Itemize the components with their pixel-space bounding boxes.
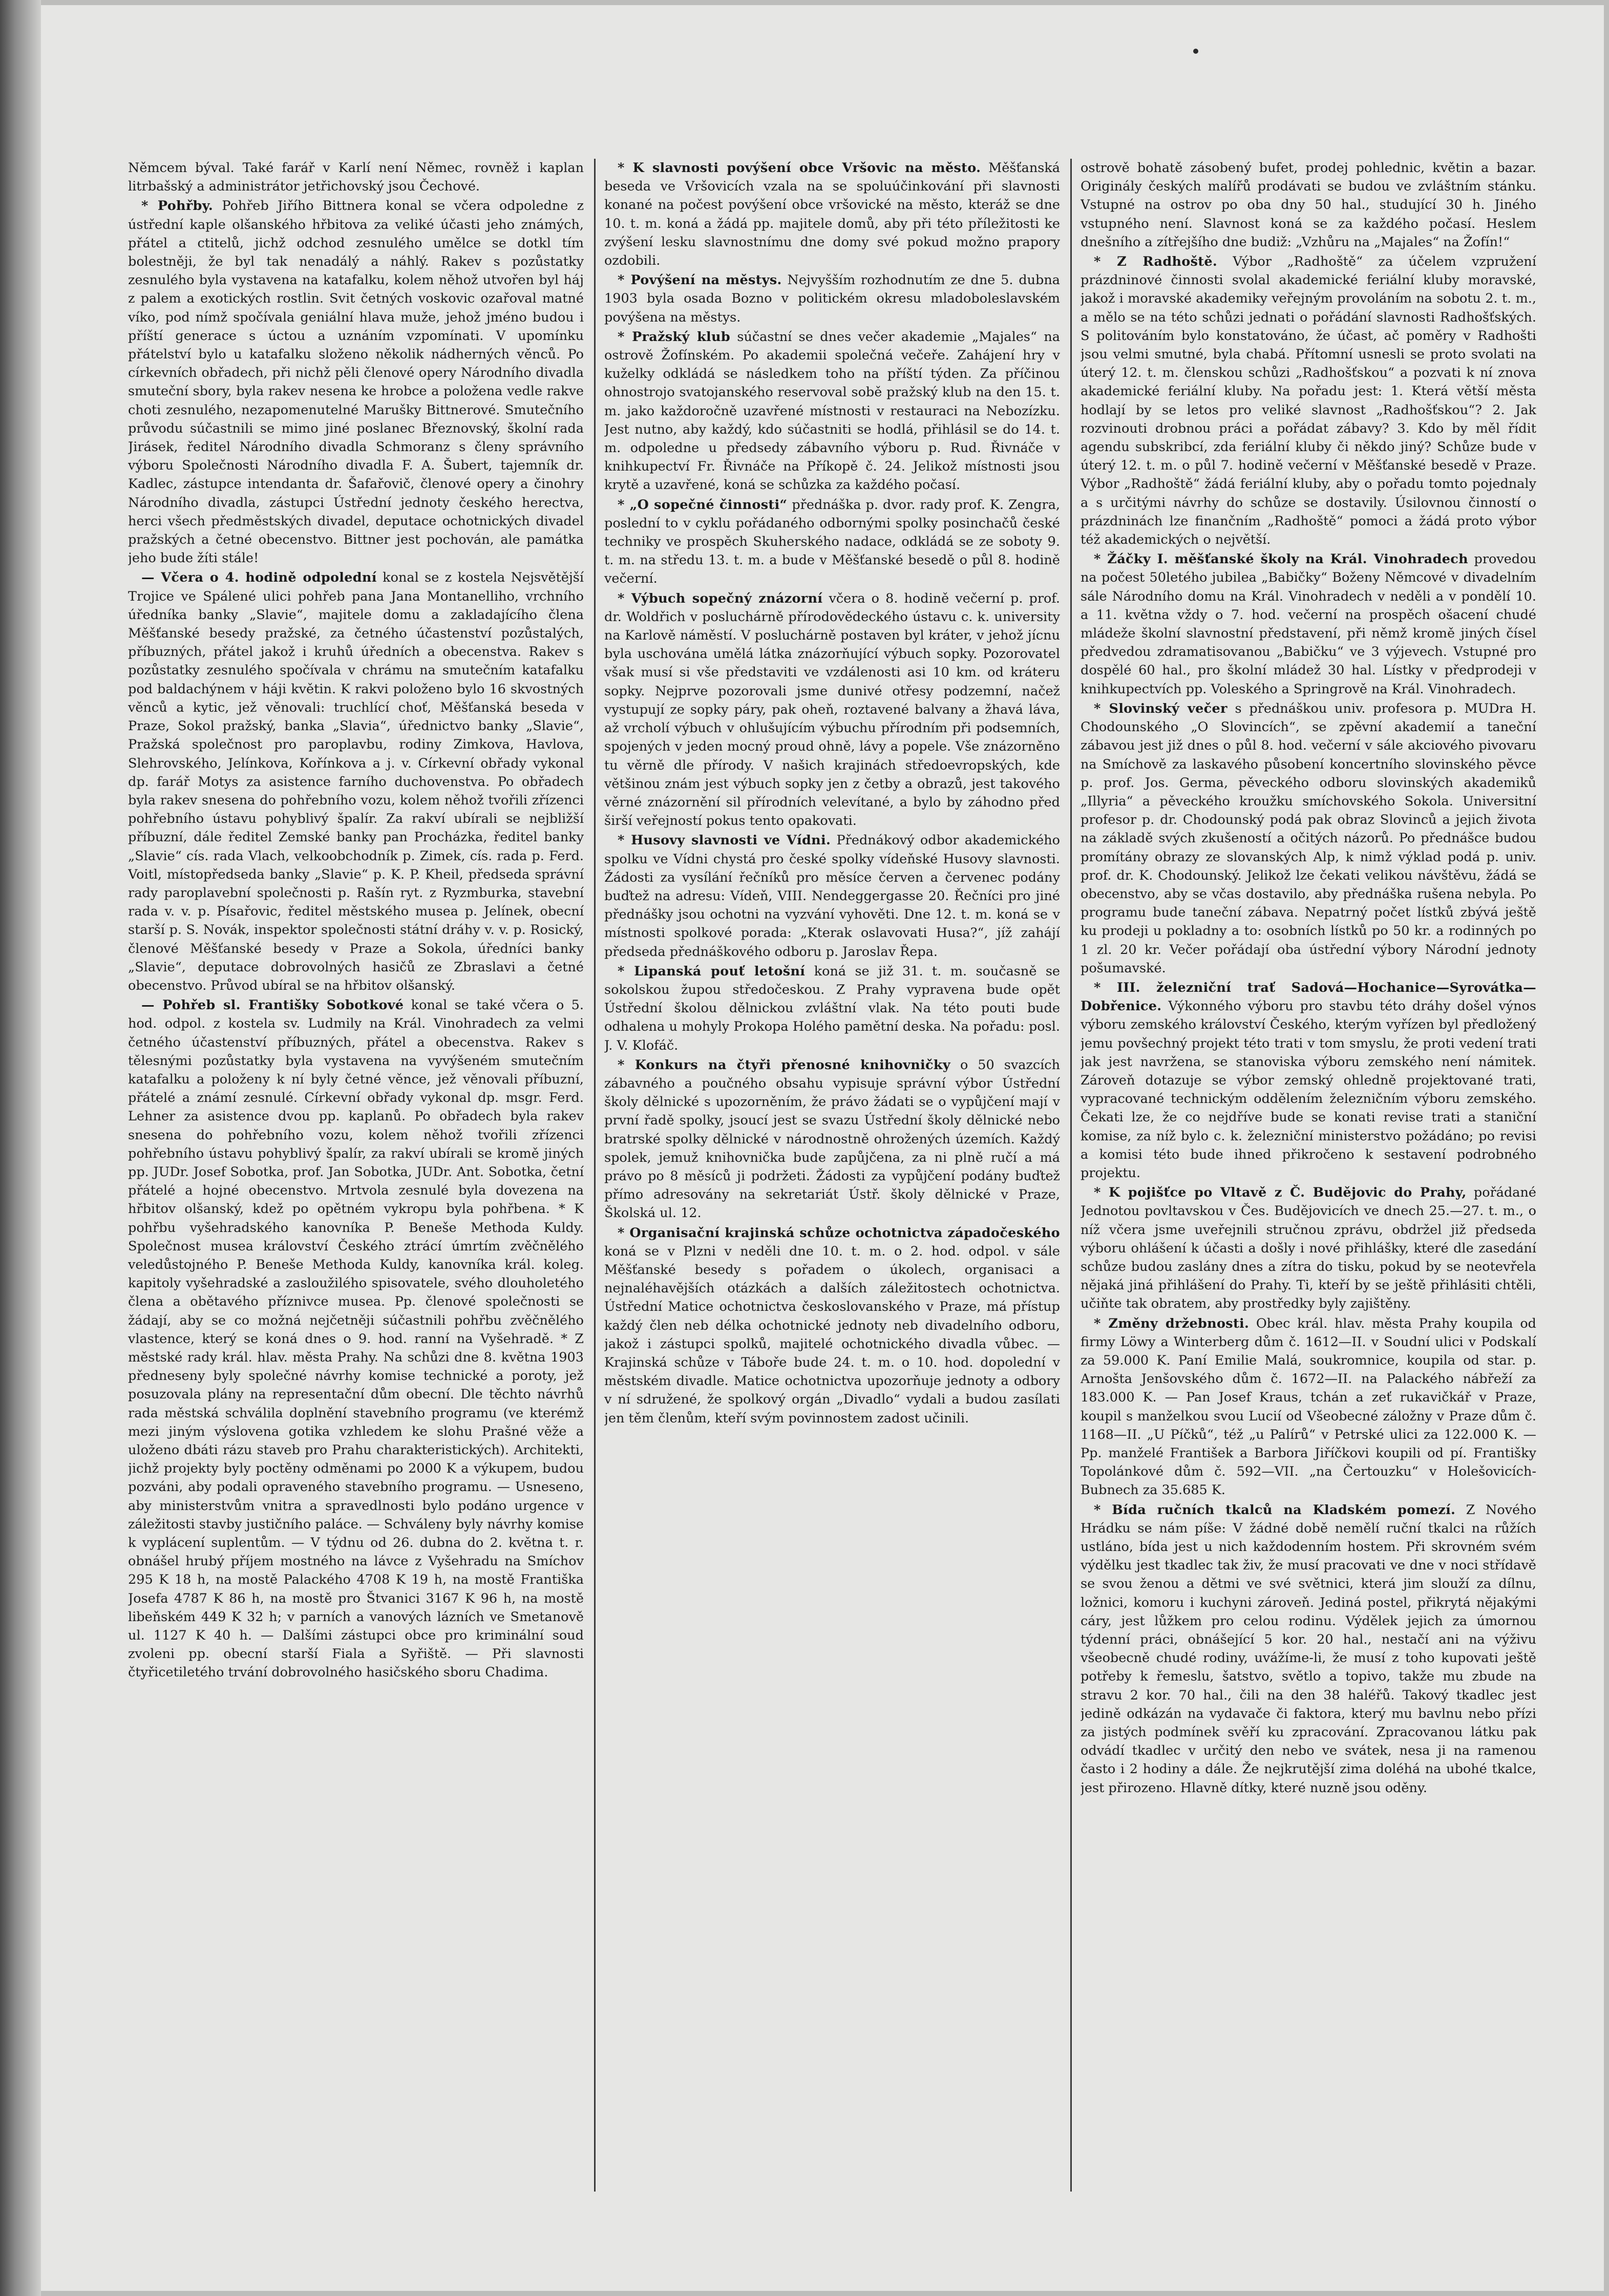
news-item xyxy=(1081,699,1536,977)
item-heading: * Pohřby. xyxy=(141,198,214,214)
item-heading: * Konkurs na čtyři přenosné knihovničky xyxy=(618,1057,950,1073)
item-heading: * „O sopečné činnosti“ xyxy=(618,497,788,513)
paragraph: ostrově bohatě zásobený bufet, prodej pohlednic, květin a bazar. Originály českých malířů prodávati se budou ve zvláštním stánku. Vstupné na ostrov po oba dny 50 hal., studující 30 h. Jiného vstupného není. Slavnost koná se za každého počasí. Heslem dnešního a zítřejšího dne budiž: „Vzhůru na „Majales“ na Žofín!“ xyxy=(1081,160,1536,250)
print-speck xyxy=(1193,49,1198,54)
item-text: Přednákový odbor akademického spolku ve Vídni chystá pro české spolky vídeňské Husovy slavnosti. Žádosti za vysílání řečníků pro měsíce červen a červenec podány buďtež na adresu: Vídeň, VIII. Nendeggergasse 20. Řečníci pro jiné přednášky jsou ochotni na vyzvání vyhověti. Dne 12. t. m. koná se v místnosti spolkové porada: „Kterak oslavovati Husa?“, jíž zahájí předseda přednáškového odboru p. Jaroslav Řepa. xyxy=(604,833,1060,960)
item-text: Měšťanská beseda ve Vršovicích vzala na se spoluúčinkování při slavnosti konané na počest povýšení obce vršovické na město, kteráž se dne 10. t. m. koná a žádá pp. majitele domů, aby při této příležitosti ke zvýšení lesku slavnostnímu dne domy své pokud možno prapory ozdobili. xyxy=(604,160,1060,269)
item-heading: * Z Radhoště. xyxy=(1094,254,1218,270)
paragraph: Němcem býval. Také farář v Karlí není Němec, rovněž i kaplan litrbašský a administrátor jetřichovský jsou Čechové. xyxy=(128,160,584,195)
item-heading: * Žáčky I. měšťanské školy na Král. Vinohradech xyxy=(1094,551,1468,567)
news-item xyxy=(128,996,584,1682)
item-text: súčastní se dnes večer akademie „Majales“ na ostrově Žofínském. Po akademii společná večeře. Zahájení hry v kuželky odkládá se následkem toho na příští týden. Za příčinou ohnostrojo svatojanského reservoval sobě pražský klub na den 15. t. m. jako každoročně uzavřené místnosti v restauraci na Nebozízku. Jest nutno, aby každý, kdo súčastniti se hodlá, přihlásil se do 14. t. m. odpoledne u předsedy zábavního výboru p. Rud. Řivnáče v knihkupectví Fr. Řivnáče na Příkopě č. 24. Jelikož místnosti jsou krytě a uzavřené, koná se schůzka za každého počasí. xyxy=(604,329,1060,493)
item-text: Pohřeb Jiřího Bittnera konal se včera odpoledne z ústřední kaple olšanského hřbitova za veliké účasti jeho známých, přátel a ctitelů, jichž odchod zesnulého umělce se dotkl tím bolestněji, že byl tak nenadálý a náhlý. Rakev s pozůstatky zesnulého byla vystavena na katafalku, kolem něhož utvořen byl háj z palem a exotických rostlin. Svit četných voskovic ozařoval matné víko, pod nímž spočívala geniální hlava muže, jehož jméno budou i příští generace s úctou a uznáním vzpomínati. V upomínku přátelství bylo u katafalku složeno několik nádherných věnců. Po církevních obřadech, při nichž pěli členové opery Národního divadla smuteční sbory, byla rakev nesena ke hrobce a položena vedle rakve choti zesnulého, nezapomenutelné Marušky Bittnerové. Smutečního průvodu súčastnili se mimo jiné poslanec Březnovský, školní rada Jirásek, ředitel Národního divadla Schmoranz s členy správního výboru Společnosti Národního divadla F. A. Šubert, tajemník dr. Kadlec, zástupce intendanta dr. Šafařovič, členové opery a činohry Národního divadla, zástupci Ústřední jednoty českého herectva, herci všech předměstských divadel, deputace ochotnických divadel pražských a četné obecenstvo. Bittner jest pochován, ale památka jeho bude žíti stále! xyxy=(128,198,584,566)
item-text: přednáška p. dvor. rady prof. K. Zengra, poslední to v cyklu pořádaného odbornými spolky posinchačů české techniky ve prospěch Skuherského nadace, odkládá se ze soboty 9. t. m. na středu 13. t. m. a bude v Měšťanské besedě o půl 8. hodině večerní. xyxy=(604,497,1060,587)
column-2 xyxy=(604,159,1060,2192)
news-item xyxy=(604,831,1060,961)
item-heading: * Organisační krajinská schůze ochotnictva západočeského xyxy=(618,1225,1060,1241)
item-heading: * Pražský klub xyxy=(618,329,730,345)
news-item xyxy=(604,271,1060,327)
item-text: koná se v Plzni v neděli dne 10. t. m. o 2. hod. odpol. v sále Měšťanské besedy s pořadem o úkolech, organisaci a nejnaléhavějších otázkách a dalších záležitostech ochotnictva. Ústřední Matice ochotnictva českoslovanského v Praze, má přístup každý člen neb délka ochotnické jednoty neb divadelního odboru, jakož i zástupci spolků, majitelé ochotnického divadla vůbec. — Krajinská schůze v Táboře bude 24. t. m. o 10. hod. dopolední v městském divadle. Matice ochotnictva upozorňuje jednoty a odbory v ní sdružené, že spolkový orgán „Divadlo“ vydali a budou zasílati jen těm členům, kteří svým povinnostem zadost učinili. xyxy=(604,1243,1060,1426)
item-heading: * K slavnosti povýšení obce Vršovic na město. xyxy=(618,160,981,176)
item-heading: * Změny držebnosti. xyxy=(1094,1315,1250,1331)
item-text: konal se také včera o 5. hod. odpol. z kostela sv. Ludmily na Král. Vinohradech za velmi četného účastenství příbuzných, přátel a obecenstva. Rakev s tělesnými pozůstatky byla vystavena na vyvýšeném smutečním katafalku a položeny k ní byly četné věnce, jež věnovali příbuzní, přátelé a známí zesnulé. Církevní obřady vykonal dp. msgr. Ferd. Lehner za asistence dvou pp. kaplanů. Po obřadech byla rakev snesena do pohřebního vozu, kolem něhož tvořili zřízenci pohřebního ústavu pohyblivý špalír, za rakví ubírali se kromě jiných pp. JUDr. Josef Sobotka, prof. Jan Sobotka, JUDr. Ant. Sobotka, četní přátelé a hojné obecenstvo. Mrtvola zesnulé byla dovezena na hřbitov olšanský, kdež po opětném vykropu byla pohřbena. * K pohřbu vyšehradského kanovníka P. Beneše Methoda Kuldy. Společnost musea království Českého ztrácí úmrtím zvěčnělého veledůstojného P. Beneše Methoda Kuldy, kanovníka král. koleg. kapitoly vyšehradské a zasloužilého spisovatele, svého dlouholetého člena a obětavého příznivce musea. Pp. členové společnosti se žádají, aby se co možná nejčetněji súčastnili pohřbu zvěčnělého vlastence, který se koná dnes o 9. hod. ranní na Vyšehradě. * Z městské rady král. hlav. města Prahy. Na schůzi dne 8. května 1903 předneseny byly společné návrhy komise technické a poroty, jež posuzovala plány na representační dům obecní. Dle těchto návrhů rada městská schválila doplnění stavebního programu (ve kterémž mezi jiným výslovena gotika vzhledem ke slohu Prašné věže a uloženo dbáti rázu staveb pro Prahu charakteristických). Architekti, jichž projekty byly poctěny odměnami po 2000 K a výkupem, budou pozváni, aby podali opraveného stavebního programu. — Usneseno, aby ministerstvům vnitra a spravedlnosti bylo podáno urgence v záležitosti stavby justičního paláce. — Schváleny byly návrhy komise k vyplácení suplentům. — V týdnu od 26. dubna do 2. května t. r. obnášel hrubý příjem mostného na lávce z Vyšehradu na Smíchov 295 K 18 h, na mostě Palackého 4708 K 19 h, na mostě Františka Josefa 4787 K 86 h, na mostě pro Štvanici 3167 K 96 h, na mostě libeňském 449 K 32 h; v parních a vanových lázních ve Smetanově ul. 1127 K 40 h. — Dalšími zástupci obce pro kriminální soud zvoleni pp. obecní starší Fiala a Syřiště. — Při slavnosti čtyřicetiletého trvání dobrovolného hasičského sboru Chadima. xyxy=(128,997,584,1681)
news-item xyxy=(1081,252,1536,549)
news-item xyxy=(604,328,1060,495)
item-text: koná se již 31. t. m. současně se sokolskou župou středočeskou. Z Prahy vypravena bude opět Ústřední školou dělnickou zvláštní vlak. Na této pouti bude odhalena u mohyly Prokopa Holého pamětní deska. Na pořadu: posl. J. V. Klofáč. xyxy=(604,963,1060,1053)
item-heading: — Včera o 4. hodině odpolední xyxy=(141,570,377,586)
item-text: Nejvyšším rozhodnutím ze dne 5. dubna 1903 byla osada Bozno v politickém okresu mladoboleslavském povýšena na městys. xyxy=(604,272,1060,325)
item-text: konal se z kostela Nejsvětější Trojice ve Spálené ulici pohřeb pana Jana Montanelliho, vrchního úředníka banky „Slavie“, majitele domu a zakladajícího člena Měšťanské besedy pražské, za četného účastenství pozůstalých, příbuzných, přátel jakož i kruhů úředních a obecenstva. Rakev s pozůstatky zesnulého spočívala v chrámu na smutečním katafalku pod baldachýnem v háji květin. K rakvi položeno bylo 16 skvostných věnců a kytic, jež věnovali: truchlící choť, Měšťanská beseda v Praze, Sokol pražský, banka „Slavia“, úřednictvo banky „Slavie“, Pražská společnost pro paroplavbu, rodiny Zimkova, Havlova, Slehrovského, Jelínkova, Kořínkova a j. v. Církevní obřady vykonal dp. farář Motys za asistence farního duchovenstva. Po obřadech byla rakev snesena do pohřebního vozu, kolem něhož tvořili zřízenci pohřebního ústavu pohyblivý špalír. Za rakví ubírali se nejbližší příbuzní, dále ředitel Zemské banky pan Procházka, ředitel banky „Slavie“ cís. rada Vlach, velkoobchodník p. Zimek, cís. rada p. Ferd. Voitl, místopředseda banky „Slavie“ p. K. P. Kheil, předseda správní rady paroplavební společnosti p. Rašín ryt. z Ryzmburka, stavební rada v. v. p. Písařovic, ředitel městského musea p. Jelínek, obecní starší p. S. Novák, inspektor společnosti státní dráhy v. v. p. Rosický, členové Měšťanské besedy v Praze a Sokola, úředníci banky „Slavie“, deputace dobrovolných hasičů ze Zbraslavi a četné obecenstvo. Průvod ubíral se na hřbitov olšanský. xyxy=(128,570,584,993)
item-heading: * III. železniční trať Sadová—Hochanice—Syrovátka—Dobřenice. xyxy=(1081,980,1536,1014)
news-item xyxy=(1081,550,1536,698)
item-heading: * Husovy slavnosti ve Vídni. xyxy=(618,833,831,848)
item-heading: * K pojišťce po Vltavě z Č. Budějovic do Prahy, xyxy=(1094,1185,1467,1201)
item-text: Výbor „Radhoště“ za účelem vzpružení prázdninové činnosti svolal akademické feriální kluby moravské, jakož i moravské akademiky veřejným provoláním na sobotu 2. t. m., a mělo se na této schůzi jednati o pořádání slavnosti Radhošťských. S politováním bylo konstatováno, že účast, ač poměry v Radhošti jsou velmi smutné, byla chabá. Přítomní usnesli se proto svolati na úterý 12. t. m. členskou schůzi „Radhošťskou“ a pozvati k ní znova akademické feriální kluby. Na pořadu jest: 1. Která větší města hodlají by se letos pro veliké slavnost „Radhošťskou“? 2. Jak rozvinouti drobnou práci a pořádat zábavy? 3. Kdo by měl řídit agendu subskribcí, zda feriální kluby či někdo jiný? Schůze bude v úterý 12. t. m. o půl 7. hodině večerní v Měšťanské besedě v Praze. Výbor „Radhoště“ žádá feriální kluby, aby o pořadu tomto pojednaly a s určitými návrhy do schůze se dostavily. Úsilovnou činností o prázdninách lze finančním „Radhoště“ pomoci a žádá proto výbor též akademických o největší. xyxy=(1081,254,1536,548)
item-text: Výkonného výboru pro stavbu této dráhy došel výnos výboru zemského království Českého, kterým vyřízen byl předložený jemu povšechný projekt této trati v tom smyslu, že proti vedení trati jak jest navržena, se stanoviska výboru zemského není námitek. Zároveň dotazuje se výbor zemský ohledně projektované trati, vypracované technickým oddělením železničním výboru zemského. Čekati lze, že co nejdříve bude se konati revise trati a staniční komise, za níž bylo c. k. železniční ministerstvo požádáno; po revisi a komisi této bude ihned přikročeno k sestavení podrobného projektu. xyxy=(1081,998,1536,1181)
news-item xyxy=(1081,1314,1536,1500)
news-item xyxy=(604,589,1060,831)
article-columns xyxy=(128,159,1541,2192)
page-edge-shadow xyxy=(0,0,41,2296)
item-heading: * Slovinský večer xyxy=(1094,700,1227,716)
item-text: Z Nového Hrádku se nám píše: V žádné době nemělí ruční tkalci na růžích ustláno, bída jest u nich každodenním hostem. Při skrovném svém výdělku jest tkadlec tak živ, že musí pracovati ve dne v noci střídavě se svou ženou a dětmi ve své světnici, která jim slouží za dílnu, ložnici, komoru i kuchyni zároveň. Jediná postel, přikrytá nějakými cáry, jest lůžkem pro celou rodinu. Výdělek jejich za úmornou týdenní práci, obnášející 5 kor. 20 hal., nestačí ani na výživu všeobecně chudé rodiny, uvážíme-li, že musí z toho kupovati ještě potřeby k řemeslu, šatstvo, světlo a topivo, takže mu zbude na stravu 2 kor. 70 hal., čili na den 38 haléřů. Takový tkadlec jest jedině odkázán na vydavače či faktora, který mu bavlnu nebo přízi za jistých podmínek svěří ku zpracování. Zpracovanou látku pak odvádí tkadlec v určitý den nebo ve svátek, nesa ji na ramenou často i 2 hodiny a dále. Že nejkrutější zima doléhá na ubohé tkalce, jest přirozeno. Hlavně dítky, které nuzně jsou oděny. xyxy=(1081,1502,1536,1796)
item-heading: * Výbuch sopečný znázorní xyxy=(618,590,823,606)
news-item xyxy=(1081,979,1536,1182)
item-heading: — Pohřeb sl. Františky Sobotkové xyxy=(141,997,404,1013)
news-item xyxy=(1081,1183,1536,1313)
item-text: pořádané Jednotou povltavskou v Čes. Budějovicích ve dnech 25.—27. t. m., o níž včera jsme uveřejnili stručnou zprávu, obdržel již předseda výboru ohlášení k účasti a došly i nové přihlášky, které dle zasedání schůze budou zaslány dnes a zítra do tisku, pokud by se neotevřela nějaká jiná přihlášení do Prahy. Ti, kteří by se ještě přihlásiti chtěli, učiňte tak obratem, aby prostředky byly zajištěny. xyxy=(1081,1185,1536,1312)
item-text: s přednáškou univ. profesora p. MUDra H. Chodounského „O Slovincích“, se zpěvní akademií a taneční zábavou jest již dnes o půl 8. hod. večerní v sále akciového pivovaru na Smíchově za laskavého působení koncertního slovinského pěvce p. prof. Jos. Germa, pěveckého odboru slovinských akademiků „Illyria“ a pěveckého kroužku smíchovského Sokola. Universitní profesor p. dr. Chodounský podá pak obraz Slovinců a jejich života na základě svých zkušeností a očitých názorů. Po přednášce budou promítány obrazy ze slovanských Alp, k nimž výklad podá p. univ. prof. dr. K. Chodounský. Jelikož lze čekati velikou návštěvu, žádá se obecenstvo, aby se včas dostavilo, aby přednáška rušena nebyla. Po programu bude taneční zábava. Nepatrný počet lístků zbývá ještě ku prodeji u pokladny a to: osobních lístků po 50 kr. a rodinných po 1 zl. 20 kr. Večer pořádají oba ústřední výbory Národní jednoty pošumavské. xyxy=(1081,700,1536,976)
news-item xyxy=(604,159,1060,270)
item-text: včera o 8. hodině večerní p. prof. dr. Woldřich v posluchárně přírodovědeckého ústavu c. k. university na Karlově náměstí. V posluchárně postaven byl kráter, v jehož jícnu byla uschována umělá látka znázorňující výbuch sopky. Pozorovatel však musí si vše představiti ve vzdálenosti asi 10 km. od kráteru sopky. Nejprve pozorovali jsme dunivé otřesy podzemní, načež vystupují ze sopky páry, pak oheň, roztavené balvany a žhavá láva, až vrcholí výbuch v ohlušujícím výbuchu přírodním při podsemních, spojených v jeden mocný proud ohně, lávy a popele. Vše znázorněno tu věrně dle přírody. V našich krajinách středoevropských, kde většinou znám jest výbuch sopky jen z četby a obrazů, jest takového věrné znázornění sil přírodních velevítané, a bylo by záhodno před širší veřejností pokus tento opakovati. xyxy=(604,590,1060,829)
news-item xyxy=(128,568,584,995)
news-item xyxy=(1081,1501,1536,1797)
column-1 xyxy=(128,159,584,2192)
news-item xyxy=(604,496,1060,588)
column-3 xyxy=(1081,159,1536,2192)
item-heading: * Povýšení na městys. xyxy=(618,272,782,288)
item-text: Obec král. hlav. města Prahy koupila od firmy Löwy a Winterberg dům č. 1612—II. v Soudní ulici v Podskalí za 59.000 K. Paní Emilie Malá, soukromnice, koupila od star. p. Arnošta Jenšovského dům č. 1672—II. na Palackého nábřeží za 183.000 K. — Pan Josef Kraus, tchán a zeť rukavičkář v Praze, koupil s manželkou svou Lucií od Všeobecné záložny v Praze dům č. 1168—II. „U Píčků“, též „u Palírů“ v Petrské ulici za 122.000 K. — Pp. manželé František a Barbora Jiříčkovi koupili od pí. Františky Topolánkové dům č. 592—VII. „na Čertouzku“ v Holešovicích-Bubnech za 35.685 K. xyxy=(1081,1315,1536,1498)
item-text: o 50 svazcích zábavného a poučného obsahu vypisuje správní výbor Ústřední školy dělnické s upozorněním, že právo žádati se o vypůjčení mají v první řadě spolky, jsoucí jest se svazu Ústřední školy dělnické nebo bratrské spolky dělnické v národnostně ohrožených územích. Každý spolek, jemuž knihovnička bude zapůjčena, za ni plně ručí a má právo po 8 měsíců ji podržeti. Žádosti za vypůjčení podány buďtež přímo adresovány na sekretariát Ústř. školy dělnické v Praze, Školská ul. 12. xyxy=(604,1057,1060,1221)
news-item xyxy=(604,1056,1060,1223)
item-heading: * Lipanská pouť letošní xyxy=(618,963,806,979)
item-heading: * Bída ručních tkalců na Kladském pomezí. xyxy=(1094,1502,1456,1518)
news-item xyxy=(604,962,1060,1055)
news-item xyxy=(128,197,584,567)
item-text: provedou na počest 50letého jubilea „Babičky“ Boženy Němcové v divadelním sále Národního domu na Král. Vinohradech v neděli a v pondělí 10. a 11. května vždy o 7. hod. večerní na prospěch ošacení chudé mládeže školní slavnostní představení, při němž kromě jiných čísel předvedou zdramatisovanou „Babičku“ ve 3 výjevech. Vstupné pro dospělé 60 hal., pro školní mládež 30 hal. Lístky v předprodeji v knihkupectvích pp. Voleského a Springrově na Král. Vinohradech. xyxy=(1081,551,1536,697)
news-item xyxy=(604,1224,1060,1428)
